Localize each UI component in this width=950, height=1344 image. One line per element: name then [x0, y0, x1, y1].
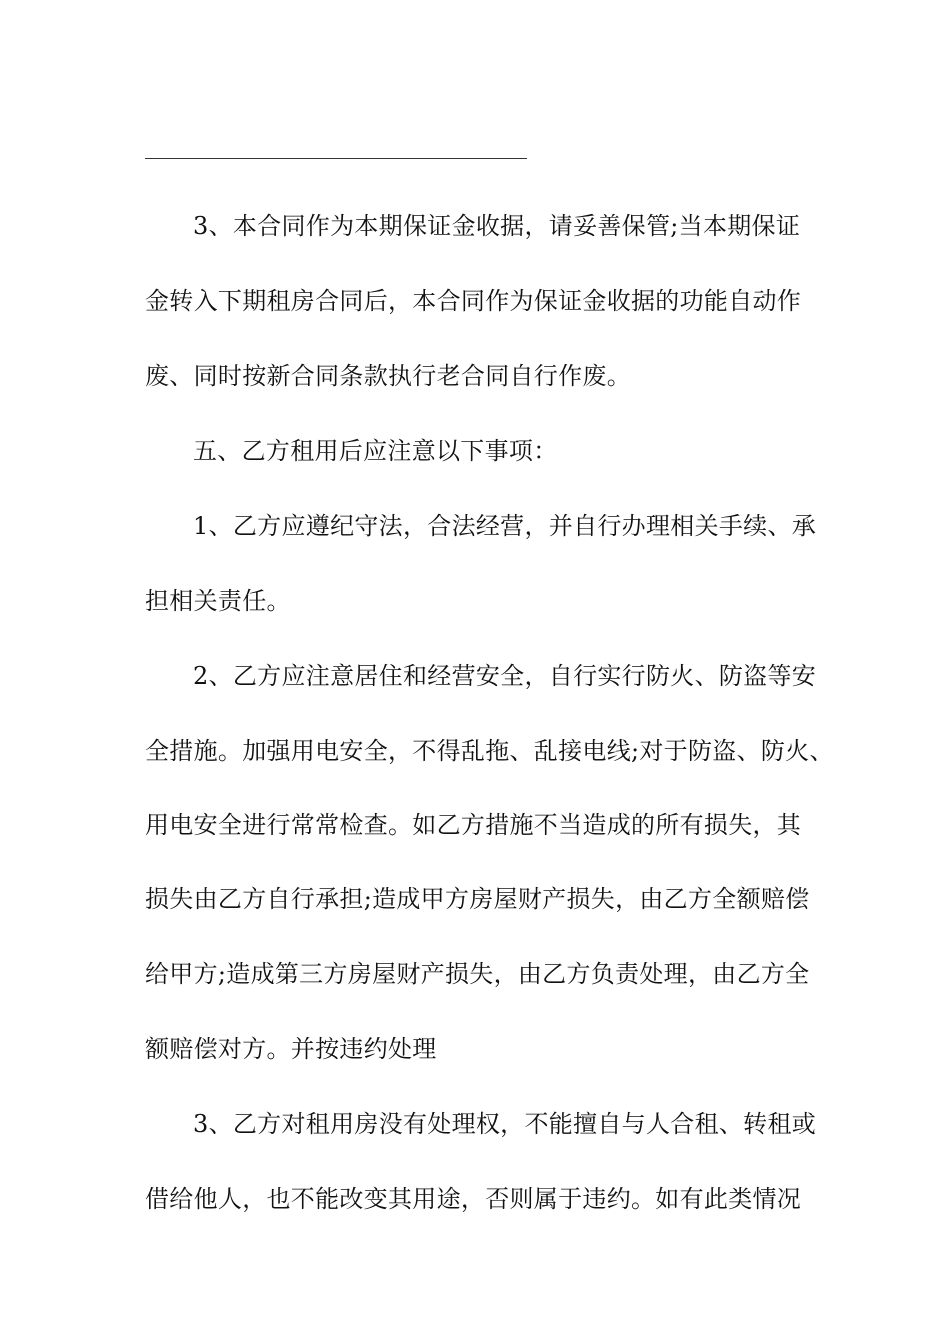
text-line: 用电安全进行常常检查。如乙方措施不当造成的所有损失，其: [145, 811, 802, 839]
text-line: 借给他人，也不能改变其用途，否则属于违约。如有此类情况: [145, 1185, 802, 1213]
text-line: 全措施。加强用电安全，不得乱拖、乱接电线;对于防盗、防火、: [145, 737, 834, 765]
text-line: 3、乙方对租用房没有处理权，不能擅自与人合租、转租或: [193, 1110, 817, 1138]
fill-in-blank-line: [145, 158, 527, 159]
section-heading: 五、乙方租用后应注意以下事项：: [193, 437, 558, 465]
text-line: 担相关责任。: [145, 587, 291, 615]
text-line: 额赔偿对方。并按违约处理: [145, 1035, 437, 1063]
text-line: 废、同时按新合同条款执行老合同自行作废。: [145, 362, 631, 390]
text-line: 2、乙方应注意居住和经营安全，自行实行防火、防盗等安: [193, 662, 817, 690]
text-line: 1、乙方应遵纪守法，合法经营，并自行办理相关手续、承: [193, 512, 817, 540]
text-line: 金转入下期租房合同后，本合同作为保证金收据的功能自动作: [145, 287, 802, 315]
text-line: 损失由乙方自行承担;造成甲方房屋财产损失，由乙方全额赔偿: [145, 885, 810, 913]
text-line: 3、本合同作为本期保证金收据，请妥善保管;当本期保证: [193, 212, 801, 240]
text-line: 给甲方;造成第三方房屋财产损失，由乙方负责处理，由乙方全: [145, 960, 810, 988]
